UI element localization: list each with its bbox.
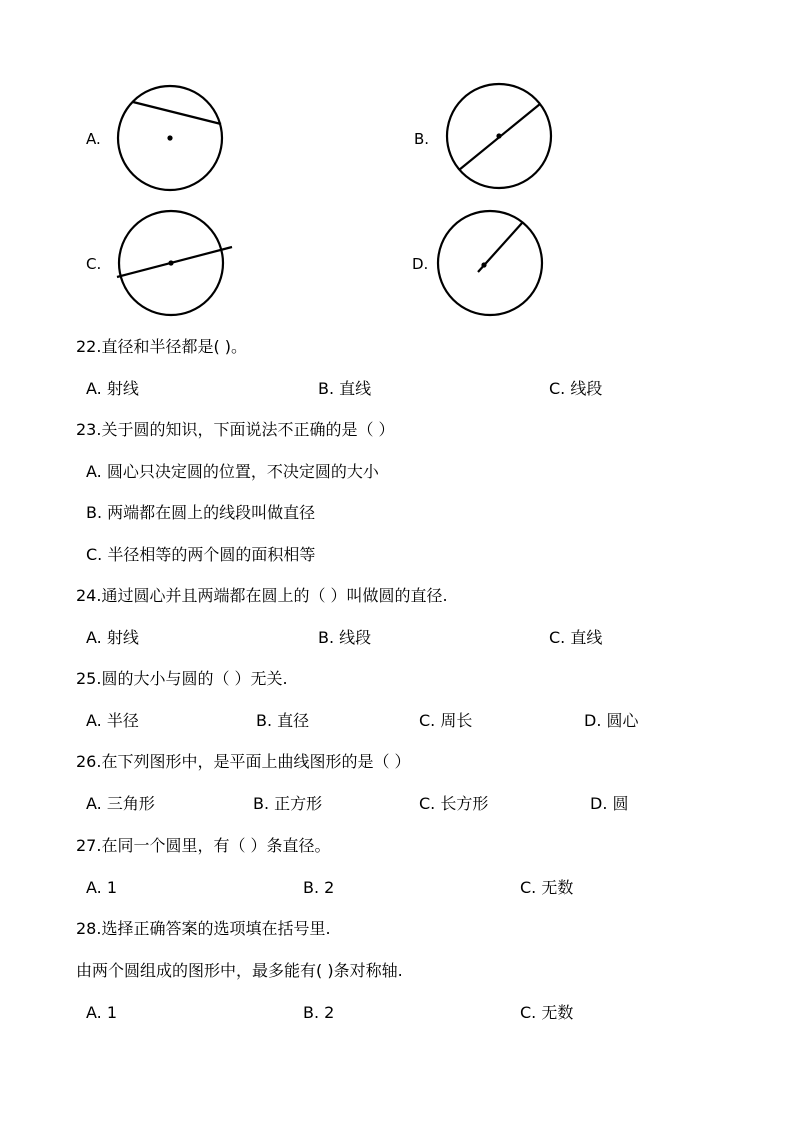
question-26-option-a[interactable]: A. 三角形: [86, 794, 155, 813]
figure-c-extended-line-circle: [114, 209, 236, 317]
figure-a-chord-circle: [116, 86, 226, 192]
question-24-option-a[interactable]: A. 射线: [86, 628, 139, 647]
question-28-option-c[interactable]: C. 无数: [520, 1003, 574, 1022]
question-23-option-b[interactable]: B. 两端都在圆上的线段叫做直径: [86, 503, 316, 522]
question-25-option-b[interactable]: B. 直径: [256, 711, 310, 730]
question-26-option-d[interactable]: D. 圆: [590, 794, 629, 813]
question-27-stem: 27.在同一个圆里，有（ ）条直径。: [76, 836, 331, 855]
question-28-option-a[interactable]: A. 1: [86, 1003, 118, 1022]
question-24-stem: 24.通过圆心并且两端都在圆上的（ ）叫做圆的直径.: [76, 586, 448, 605]
question-23-option-a[interactable]: A. 圆心只决定圆的位置，不决定圆的大小: [86, 462, 379, 481]
question-27-option-a[interactable]: A. 1: [86, 878, 118, 897]
question-26-option-c[interactable]: C. 长方形: [419, 794, 489, 813]
question-24-option-b[interactable]: B. 线段: [318, 628, 372, 647]
question-22-option-a[interactable]: A. 射线: [86, 379, 139, 398]
question-28-subtext: 由两个圆组成的图形中，最多能有( )条对称轴.: [76, 961, 403, 980]
question-25-option-a[interactable]: A. 半径: [86, 711, 139, 730]
question-23-stem: 23.关于圆的知识，下面说法不正确的是（ ）: [76, 420, 395, 439]
figure-option-c-label: C.: [86, 255, 102, 273]
question-27-option-c[interactable]: C. 无数: [520, 878, 574, 897]
question-24-option-c[interactable]: C. 直线: [549, 628, 603, 647]
question-27-option-b[interactable]: B. 2: [303, 878, 335, 897]
figure-d-radius-circle: [436, 209, 544, 317]
question-25-stem: 25.圆的大小与圆的（ ）无关.: [76, 669, 288, 688]
figure-b-diameter-circle: [446, 84, 554, 190]
question-26-option-b[interactable]: B. 正方形: [253, 794, 323, 813]
question-22-option-b[interactable]: B. 直线: [318, 379, 372, 398]
question-25-option-d[interactable]: D. 圆心: [584, 711, 639, 730]
figure-option-d-label: D.: [412, 255, 429, 273]
question-28-option-b[interactable]: B. 2: [303, 1003, 335, 1022]
question-23-option-c[interactable]: C. 半径相等的两个圆的面积相等: [86, 545, 316, 564]
question-22-option-c[interactable]: C. 线段: [549, 379, 603, 398]
question-28-stem: 28.选择正确答案的选项填在括号里.: [76, 919, 331, 938]
question-25-option-c[interactable]: C. 周长: [419, 711, 473, 730]
figure-option-a-label: A.: [86, 130, 101, 148]
figure-option-b-label: B.: [414, 130, 430, 148]
question-26-stem: 26.在下列图形中，是平面上曲线图形的是（ ）: [76, 752, 411, 771]
question-22-stem: 22.直径和半径都是( )。: [76, 337, 248, 356]
